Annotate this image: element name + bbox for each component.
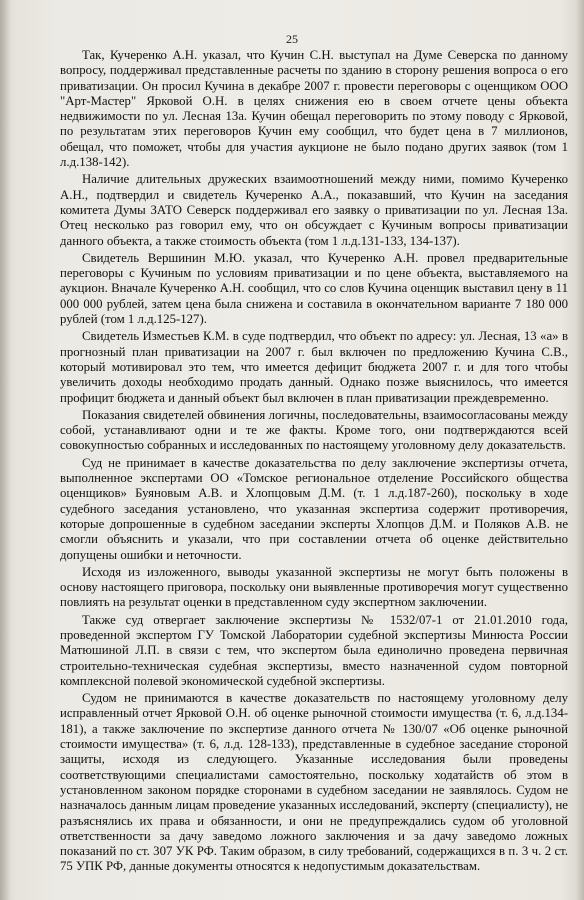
paragraph-8: Также суд отвергает заключение экспертизы № 1532/07-1 от 21.01.2010 года, проведенной экспертом ГУ Томской Лаборатории судебной экспертизы Минюста России Матюшиной Л.П. в связи с тем, что экспертом была единолично проведена первичная строительно-техническая судебная экспертизы, вместо назначенной судом повторной комплексной полевой экономической судебной экспертизы. bbox=[60, 612, 568, 688]
paragraph-6: Суд не принимает в качестве доказательства по делу заключение экспертизы отчета, выполненное экспертами ОО «Томское региональное отделение Российского общества оценщиков» Буяновым А.В. и Хлопцовым Д.М. (т. 1 л.д.187-260), поскольку в ходе судебного заседания установлено, что указанная экспертиза содержит противоречия, которые допрошенные в судебном заседании эксперты Хлопцов Д.М. и Поляков А.В. не смогли объяснить и указали, что при составлении отчета об оценке действительно допущены ошибки и неточности. bbox=[60, 455, 568, 562]
document-body bbox=[60, 48, 568, 877]
page-number: 25 bbox=[286, 32, 298, 46]
paragraph-2: Наличие длительных дружеских взаимоотношений между ними, помимо Кучеренко А.Н., подтвердил и свидетель Кучеренко А.А., показавший, что Кучин на заседания комитета Думы ЗАТО Северск поддерживал его заявку о приватизации по ул. Лесная 13а. Отец несколько раз говорил ему, что он обсуждает с Кучиным вопросы приватизации данного объекта, а также стоимость объекта (том 1 л.д.131-133, 134-137). bbox=[60, 172, 568, 248]
scan-edge-left bbox=[0, 0, 10, 900]
paragraph-7: Исходя из изложенного, выводы указанной экспертизы не могут быть положены в основу настоящего приговора, поскольку они выявленные противоречия могут существенно повлиять на результат оценки в представленном суду экспертном заключении. bbox=[60, 564, 568, 610]
paragraph-5: Показания свидетелей обвинения логичны, последовательны, взаимосогласованы между собой, устанавливают одни и те же факты. Кроме того, они подтверждаются всей совокупностью собранных и исследованных по настоящему уголовному делу доказательств. bbox=[60, 407, 568, 453]
paragraph-4: Свидетель Изместьев К.М. в суде подтвердил, что объект по адресу: ул. Лесная, 13 «а» в прогнозный план приватизации на 2007 г. был включен по предложению Кучина С.В., который мотивировал это тем, что имеется дефицит бюджета 2007 г. и для того чтобы увеличить доходы необходимо продать данный. Однако позже выяснилось, что имеется профицит бюджета и данный объект был включен в план приватизации преждевременно. bbox=[60, 329, 568, 405]
paragraph-9: Судом не принимаются в качестве доказательств по настоящему уголовному делу исправленный отчет Ярковой О.Н. об оценке рыночной стоимости имущества (т. 6, л.д.134-181), а также заключение по экспертизе данного отчета № 130/07 «Об оценке рыночной стоимости имущества» (т. 6, л.д. 128-133), представленные в судебное заседание стороной защиты, исходя из следующего. Указанные исследования были проведены соответствующими специалистами самостоятельно, поскольку ходатайств об этом в установленном законом порядке сторонами в судебном заседании не заявлялось. Судом не назначалось данным лицам проведение указанных исследований, эксперту (специалисту), не разъяснялись их права и обязанности, и они не предупреждались судом об уголовной ответственности за дачу заведомо ложного заключения и за дачу заведомо ложных показаний по ст. 307 УК РФ. Таким образом, в силу требований, содержащихся в п. 3 ч. 2 ст. 75 УПК РФ, данные документы относятся к недопустимым доказательствам. bbox=[60, 691, 568, 874]
paragraph-3: Свидетель Вершинин М.Ю. указал, что Кучеренко А.Н. провел предварительные переговоры с Кучиным по условиям приватизации и по цене объекта, выставляемого на аукцион. Вначале Кучеренко А.Н. сообщил, что со слов Кучина оценщик выставил цену в 11 000 000 рублей, затем цена была снижена и составила в окончательном варианте 7 180 000 рублей (том 1 л.д.125-127). bbox=[60, 250, 568, 327]
scan-edge-right bbox=[576, 0, 584, 900]
paragraph-1: Так, Кучеренко А.Н. указал, что Кучин С.Н. выступал на Думе Северска по данному вопросу, поддерживал представленные расчеты по зданию в сторону решения вопроса о его приватизации. Он просил Кучина в декабре 2007 г. провести переговоры с оценщиком ООО "Арт-Мастер" Ярковой О.Н. в целях снижения ею в своем отчете цены объекта недвижимости по ул. Лесная 13а. Кучин обещал переговорить по этому поводу с Ярковой, по результатам этих переговоров Кучин ему сообщил, что будет цена в 7 миллионов, обещал, что поможет, чтобы для участия аукционе не было подано других заявок (том 1 л.д.138-142). bbox=[60, 48, 568, 170]
